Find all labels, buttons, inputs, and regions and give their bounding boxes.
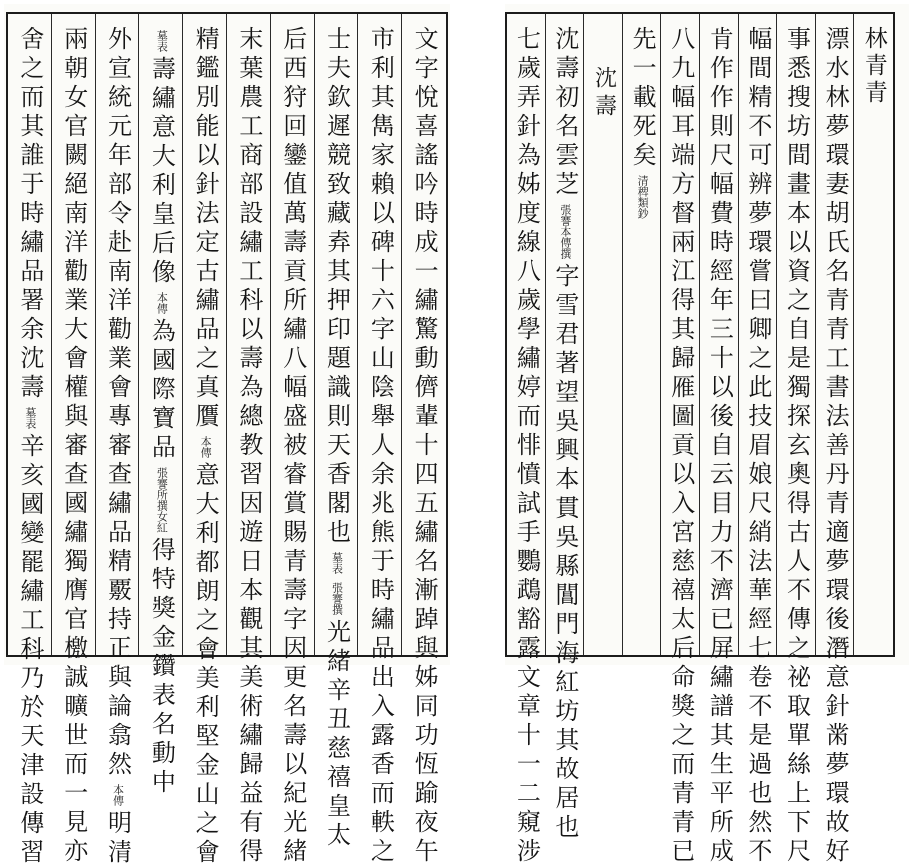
text-column	[361, 26, 399, 867]
column-rule	[270, 14, 271, 655]
column-text: 林青青	[860, 26, 887, 107]
column-text: 末葉農工商部設繡工科以壽為總教習因遊日本觀其美術繡歸益有得	[234, 26, 263, 867]
column-text: 壽繡意大利皇后像	[147, 56, 176, 288]
column-text: 八九幅耳端方督兩江得其歸雁圖貢以入宮慈禧太后命獎之而青青已	[666, 26, 695, 867]
column-text-continued: 意大利都朗之會美利堅金山之會	[191, 462, 220, 868]
column-rule	[51, 14, 52, 655]
source-note: 張謇撰	[330, 582, 344, 615]
source-note: 張謇本傳撰	[558, 204, 572, 259]
source-note: 墓表	[330, 552, 344, 574]
text-column	[739, 26, 777, 867]
column-rule	[226, 14, 227, 655]
text-column	[11, 26, 49, 868]
column-text: 文字悅喜謠吟時成一繡驚動儕輩十四五繡名漸踔與姊同功恆踰夜午	[410, 26, 439, 867]
column-rule	[314, 14, 315, 655]
book-spine-gap	[455, 0, 501, 671]
right-page	[505, 4, 909, 867]
column-rule	[95, 14, 96, 655]
text-column	[700, 26, 738, 867]
text-column	[662, 26, 700, 867]
left-page-frame	[6, 12, 448, 868]
source-note: 本傳	[155, 292, 169, 314]
text-column	[230, 26, 268, 867]
text-column	[274, 26, 312, 867]
left-page	[4, 4, 450, 868]
column-text-continued: 辛亥國變罷繡工科乃於天津設傳習	[15, 433, 44, 868]
column-rule	[138, 14, 139, 655]
text-column	[186, 26, 224, 868]
source-note: 本傳	[111, 784, 125, 806]
column-text-continued: 字雪君著望吳興本貫吳縣閶門海紅坊其故居也	[550, 263, 579, 843]
column-text-continued: 為國際寶品	[147, 318, 176, 463]
column-rule	[357, 14, 358, 655]
right-page-frame	[505, 12, 895, 867]
column-text: 漂水林夢環妻胡氏名青青工書法善丹青適夢環後潛意針黹夢環故好	[821, 26, 850, 867]
column-text: 幅間精不可辨夢環嘗曰卿之此技眉娘尺綃法華經七卷不是過也然不	[743, 26, 772, 867]
column-text: 精鑑別能以針法定古繡品之真贋	[191, 26, 220, 432]
source-note: 清稗類鈔	[636, 175, 650, 219]
column-text: 市利其雋家賴以碑十六字山陰舉人余兆熊于時繡品出入露香而軼之	[366, 26, 395, 867]
column-text: 兩朝女官闕絕南洋勸業大會權與審查國繡獨膺官檄誠曠世而一見亦	[59, 26, 88, 867]
section-heading	[585, 26, 623, 651]
text-column	[507, 26, 545, 867]
column-text: 事悉搜坊間畫本以資之自是獨探玄奧得古人不傳之祕取單絲上下尺	[782, 26, 811, 867]
text-column	[405, 26, 443, 867]
source-note: 張謇所撰女紅	[155, 467, 169, 533]
column-text: 沈壽初名雲芝	[550, 26, 579, 200]
source-note: 墓表	[23, 407, 37, 429]
column-text: 外宣統元年部令赴南洋勸業會專審查繡品精覈持正與論翕然	[103, 26, 132, 780]
column-text-continued: 光緒辛丑慈禧皇太	[322, 619, 351, 851]
text-column	[546, 26, 584, 843]
text-column	[142, 26, 180, 798]
text-column	[778, 26, 816, 867]
column-text: 舍之而其誰于時繡品署余沈壽	[15, 26, 44, 403]
column-text: 肯作作則尺幅費時經年三十以後自云目力不濟已屏繡譜其生平所成	[705, 26, 734, 867]
entry-title	[855, 26, 893, 651]
column-rule	[182, 14, 183, 655]
column-text-continued: 明清	[103, 810, 132, 868]
text-column	[99, 26, 137, 868]
column-text: 后西狩回鑾值萬壽貢所繡八幅盛被睿賞賜青壽字因更名壽以紀光緒	[278, 26, 307, 867]
column-text: 七歲弄針為姊度線八歲學繡婷而悱憤試手鸚鵡豁露文章十一二窺涉	[512, 26, 541, 867]
column-text: 士夫欽遲競致藏弆其押印題識則天香閣也	[322, 26, 351, 548]
text-column	[816, 26, 854, 867]
column-text: 先一載死矣	[628, 26, 657, 171]
text-column	[55, 26, 93, 867]
source-note: 墓表	[155, 30, 169, 52]
text-column	[318, 26, 356, 851]
column-text: 沈壽	[591, 66, 617, 122]
text-column	[623, 26, 661, 651]
column-rule	[401, 14, 402, 655]
column-text-continued: 得特獎金鑽表名動中	[147, 537, 176, 798]
source-note: 本傳	[199, 436, 213, 458]
